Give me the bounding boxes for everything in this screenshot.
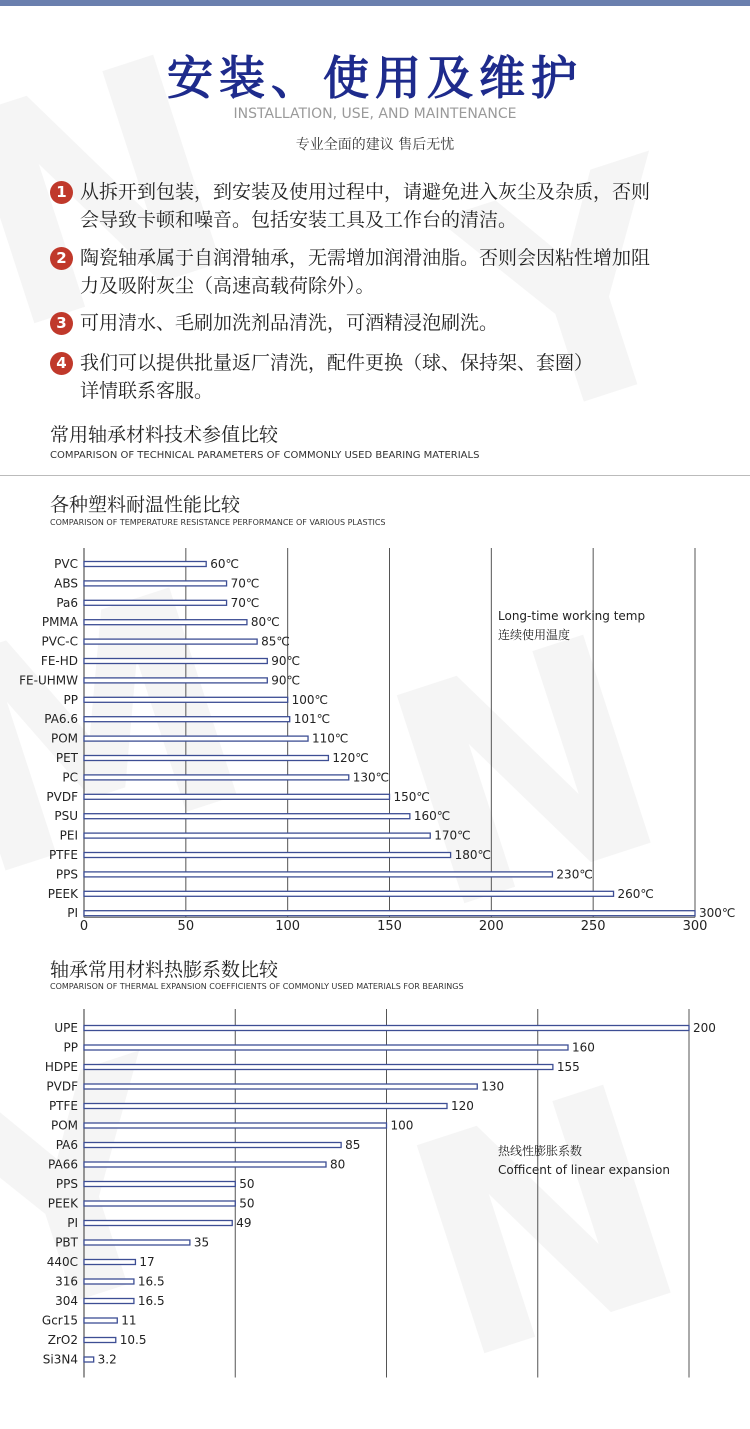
comparison-subtitle: COMPARISON OF TECHNICAL PARAMETERS OF COMMONLY USED BEARING MATERIALS	[50, 450, 480, 461]
bar	[84, 1123, 387, 1128]
category-label: PBT	[55, 1235, 78, 1250]
bar	[84, 1240, 190, 1245]
category-label: HDPE	[44, 1060, 78, 1074]
category-label: PSU	[54, 809, 78, 824]
bar	[84, 600, 227, 605]
temp-chart-title: 各种塑料耐温性能比较	[50, 494, 241, 516]
bar	[84, 1045, 568, 1050]
category-label: ABS	[54, 576, 78, 591]
bar	[84, 814, 410, 819]
category-label: PVDF	[46, 789, 78, 804]
bar	[84, 562, 206, 567]
category-label: PET	[55, 751, 78, 765]
note-line: 从拆开到包装，到安装及使用过程中，请避免进入灰尘及杂质，否则	[80, 181, 651, 203]
category-label: PP	[63, 692, 78, 707]
category-label: PP	[63, 1040, 78, 1055]
bar	[84, 659, 267, 664]
category-label: PEEK	[47, 1196, 78, 1211]
x-tick-label: 200	[478, 919, 504, 935]
category-label: FE-HD	[40, 654, 78, 668]
note-number-badge: 3	[50, 312, 73, 335]
bar	[84, 1143, 341, 1148]
value-label: 155	[556, 1060, 580, 1074]
category-label: 304	[55, 1294, 78, 1308]
category-label: PTFE	[48, 848, 78, 862]
note-4	[50, 349, 730, 405]
bar	[84, 1182, 235, 1187]
category-label: PA6.6	[44, 712, 78, 727]
bar	[84, 794, 390, 799]
bar	[84, 1279, 134, 1284]
bar	[84, 678, 267, 683]
value-label: 230℃	[556, 867, 593, 882]
value-label: 100	[390, 1118, 414, 1133]
category-label: FE-UHMW	[19, 673, 78, 688]
bar	[84, 1338, 116, 1343]
value-label: 180℃	[454, 848, 491, 862]
value-label: 10.5	[119, 1333, 147, 1347]
bar	[84, 775, 349, 780]
value-label: 50	[239, 1196, 255, 1211]
value-label: 200	[693, 1021, 716, 1035]
value-label: 80	[330, 1157, 346, 1172]
value-label: 90℃	[271, 673, 301, 688]
category-label: PMMA	[41, 615, 78, 630]
comparison-title: 常用轴承材料技术参值比较	[50, 424, 279, 446]
chart-annotation: 热线性膨胀系数	[498, 1144, 583, 1158]
note-1	[50, 178, 730, 234]
note-number-badge: 2	[50, 247, 73, 270]
value-label: 3.2	[97, 1352, 117, 1367]
bar	[84, 1201, 235, 1206]
value-label: 110℃	[312, 731, 349, 746]
category-label: UPE	[54, 1021, 78, 1035]
value-label: 50	[239, 1177, 255, 1191]
page-subtitle: 专业全面的建议 售后无忧	[295, 137, 455, 153]
x-tick-label: 50	[177, 919, 195, 935]
x-tick-label: 150	[377, 919, 402, 935]
category-label: PTFE	[48, 1099, 78, 1113]
page-title: 安装、使用及维护	[167, 51, 583, 105]
category-label: POM	[50, 731, 78, 746]
chart-annotation: 连续使用温度	[498, 628, 571, 642]
bar	[84, 1299, 134, 1304]
category-label: Pa6	[56, 595, 78, 610]
category-label: PA66	[48, 1157, 78, 1172]
note-line: 我们可以提供批量返厂清洗，配件更换（球、保持架、套圈）	[80, 352, 594, 374]
note-2	[50, 244, 730, 300]
note-line: 力及吸附灰尘（高速高载荷除外）。	[80, 275, 375, 297]
category-label: 440C	[46, 1255, 78, 1269]
bar	[84, 1026, 689, 1031]
bar	[84, 1084, 477, 1089]
category-label: PEEK	[47, 886, 78, 901]
category-label: PPS	[55, 1177, 78, 1191]
category-label: PEI	[59, 828, 78, 843]
category-label: PC	[62, 770, 78, 785]
value-label: 120℃	[332, 751, 369, 765]
note-line: 会导致卡顿和噪音。包括安装工具及工作台的清洁。	[80, 209, 518, 231]
value-label: 17	[139, 1255, 155, 1269]
expansion-chart-subtitle: COMPARISON OF THERMAL EXPANSION COEFFICIENTS OF COMMONLY USED MATERIALS FOR BEARINGS	[50, 982, 464, 991]
bar	[84, 1260, 135, 1265]
value-label: 60℃	[210, 557, 239, 571]
bar	[84, 639, 257, 644]
value-label: 100℃	[291, 692, 329, 707]
page-title-english: INSTALLATION, USE, AND MAINTENANCE	[233, 106, 517, 122]
temp-chart-subtitle: COMPARISON OF TEMPERATURE RESISTANCE PERFORMANCE OF VARIOUS PLASTICS	[50, 518, 386, 527]
value-label: 300℃	[699, 906, 736, 921]
value-label: 150℃	[393, 789, 430, 804]
category-label: Gcr15	[41, 1313, 78, 1328]
x-tick-label: 250	[580, 919, 606, 935]
category-label: PVDF	[46, 1079, 78, 1094]
note-3	[50, 309, 730, 337]
bar	[84, 1318, 117, 1323]
category-label: PVC-C	[41, 634, 78, 649]
bar	[84, 1162, 326, 1167]
bar	[84, 911, 695, 916]
category-label: 316	[55, 1274, 78, 1289]
top-accent-bar	[0, 0, 750, 6]
value-label: 16.5	[137, 1294, 165, 1308]
section-divider	[0, 475, 750, 476]
chart-annotation: Long-time working temp	[498, 609, 646, 623]
chart-annotation: Cofficent of linear expansion	[498, 1163, 670, 1177]
value-label: 170℃	[434, 828, 471, 843]
category-label: PI	[67, 906, 78, 921]
note-line: 陶瓷轴承属于自润滑轴承，无需增加润滑油脂。否则会因粘性增加阻	[80, 247, 651, 269]
bar	[84, 872, 552, 877]
bar	[84, 1104, 447, 1109]
value-label: 70℃	[230, 576, 260, 591]
bar	[84, 756, 328, 761]
note-line: 可用清水、毛刷加洗剂品清洗，可酒精浸泡刷洗。	[80, 312, 499, 334]
bar	[84, 697, 288, 702]
bar	[84, 891, 614, 896]
x-tick-label: 300	[682, 919, 708, 935]
temperature-resistance-chart	[0, 540, 750, 940]
bar	[84, 1065, 553, 1070]
bar	[84, 833, 430, 838]
category-label: POM	[50, 1118, 78, 1133]
x-tick-label: 0	[79, 919, 89, 935]
note-number-badge: 1	[50, 181, 73, 204]
category-label: PVC	[54, 557, 78, 571]
bar	[84, 620, 247, 625]
thermal-expansion-chart	[0, 1005, 750, 1390]
bar	[84, 1357, 94, 1362]
value-label: 160	[572, 1040, 595, 1055]
category-label: ZrO2	[47, 1333, 78, 1347]
value-label: 160℃	[413, 809, 451, 824]
x-tick-label: 100	[275, 919, 301, 935]
category-label: PA6	[55, 1138, 78, 1152]
value-label: 85	[345, 1138, 361, 1152]
value-label: 70℃	[230, 595, 260, 610]
category-label: PPS	[55, 867, 78, 882]
bar	[84, 853, 451, 858]
value-label: 260℃	[617, 886, 654, 901]
category-label: Si3N4	[42, 1352, 78, 1367]
expansion-chart-title: 轴承常用材料热膨系数比较	[50, 959, 279, 981]
bar	[84, 1221, 232, 1226]
note-line: 详情联系客服。	[80, 380, 214, 402]
value-label: 16.5	[137, 1274, 165, 1289]
value-label: 85℃	[261, 634, 290, 649]
category-label: PI	[67, 1216, 78, 1230]
bar	[84, 736, 308, 741]
value-label: 49	[236, 1216, 252, 1230]
bar	[84, 581, 227, 586]
value-label: 120	[451, 1099, 474, 1113]
value-label: 101℃	[293, 712, 331, 727]
note-number-badge: 4	[50, 352, 73, 375]
value-label: 130	[481, 1079, 505, 1094]
value-label: 80℃	[250, 615, 280, 630]
value-label: 130℃	[352, 770, 390, 785]
value-label: 35	[193, 1235, 210, 1250]
value-label: 90℃	[271, 654, 301, 668]
value-label: 11	[121, 1313, 137, 1328]
bar	[84, 717, 290, 722]
